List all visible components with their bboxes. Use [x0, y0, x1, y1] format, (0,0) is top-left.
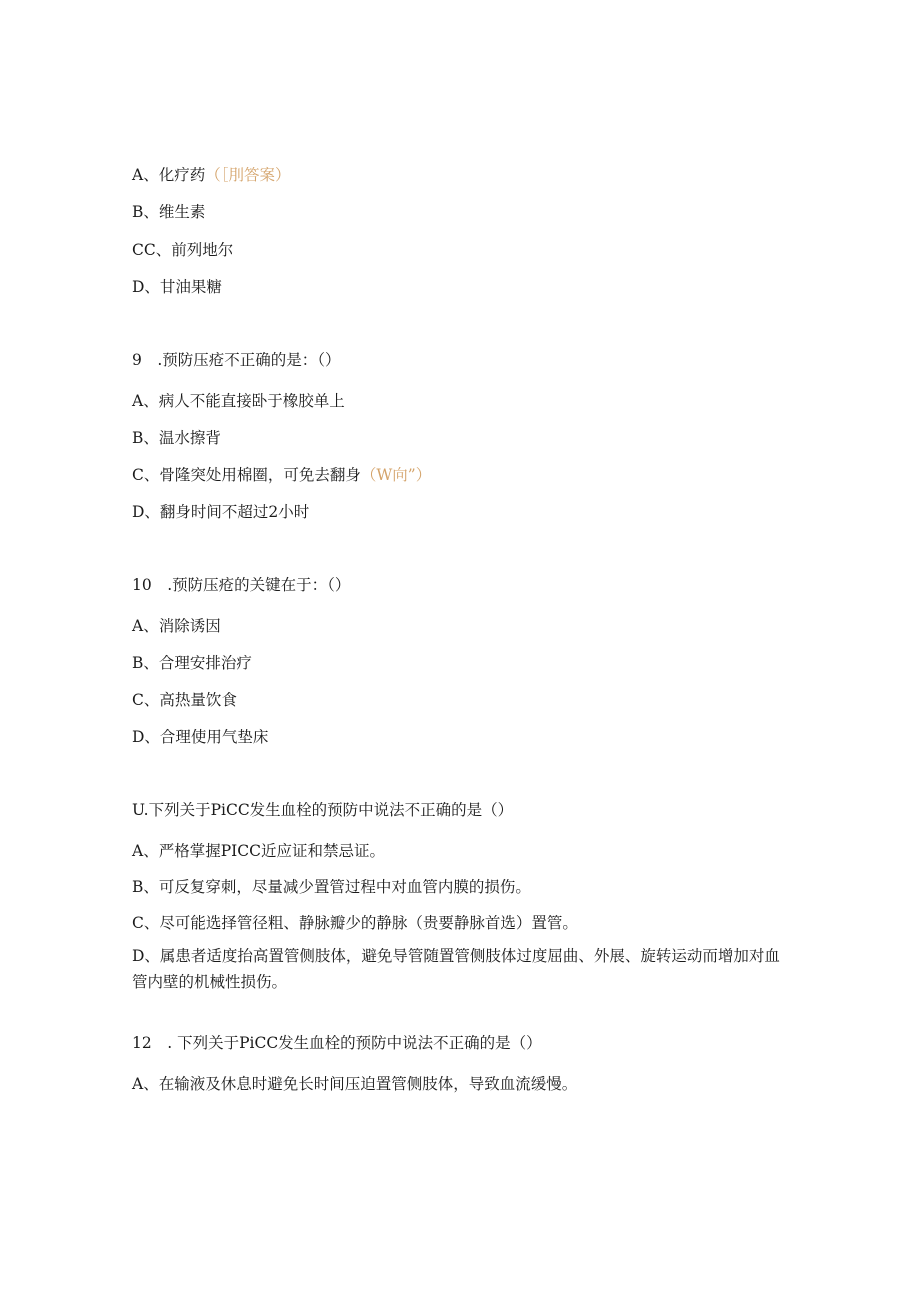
handwritten-mark: （［刖答案）	[205, 166, 291, 184]
question-9: 9 .预防压疮不正确的是：（）	[132, 351, 341, 369]
option-q9-c	[132, 465, 431, 485]
option-q10-a: A、消除诱因	[132, 617, 221, 635]
option-q10-b: B、合理安排治疗	[132, 654, 252, 672]
option-q11-a: A、严格掌握PICC近应证和禁忌证。	[132, 842, 385, 860]
question-10: 10 .预防压疮的关键在于：（）	[132, 576, 351, 594]
option-text: A、化疗药	[132, 166, 206, 184]
option-q8-b: B、维生素	[132, 203, 206, 221]
option-q11-b: B、可反复穿刺，尽量减少置管过程中对血管内膜的损伤。	[132, 878, 531, 896]
option-q9-a: A、病人不能直接卧于橡胶单上	[132, 392, 345, 410]
option-q10-c: C、高热量饮食	[132, 691, 237, 709]
option-q9-b: B、温水擦背	[132, 429, 221, 447]
option-q8-a	[132, 165, 290, 185]
option-q11-d: D、属患者适度抬高置管侧肢体，避免导管随置管侧肢体过度屈曲、外展、旋转运动而增加对血管内壁的机械性损伤。	[132, 947, 780, 991]
option-q12-a: A、在输液及休息时避免长时间压迫置管侧肢体，导致血流缓慢。	[132, 1075, 578, 1093]
option-q8-c: CC、前列地尔	[132, 241, 234, 259]
option-q11-c: C、尽可能选择管径粗、静脉瓣少的静脉（贵要静脉首选）置管。	[132, 914, 578, 932]
option-q8-d: D、甘油果糖	[132, 278, 222, 296]
option-q10-d: D、合理使用气垫床	[132, 728, 269, 746]
question-12: 12 . 下列关于PiCC发生血栓的预防中说法不正确的是（）	[132, 1034, 542, 1052]
option-q9-d: D、翻身时间不超过2小时	[132, 503, 310, 521]
question-11: U.下列关于PiCC发生血栓的预防中说法不正确的是（）	[132, 801, 514, 819]
option-text: C、骨隆突处用棉圈，可免去翻身	[132, 466, 361, 484]
handwritten-mark: （W向”）	[360, 466, 432, 484]
